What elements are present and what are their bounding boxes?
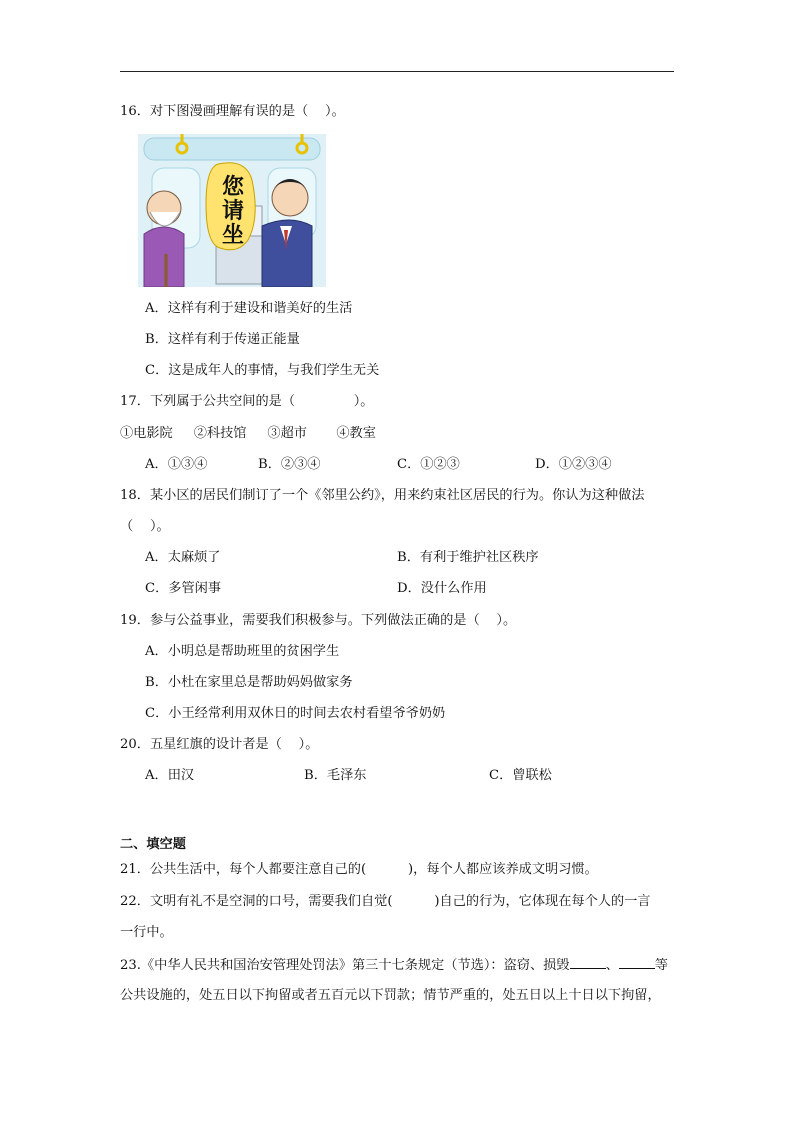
question-21-stem: 21．公共生活中，每个人都要注意自己的( )，每个人都应该养成文明习惯。 — [120, 862, 598, 877]
question-17-stem: 17．下列属于公共空间的是（ ）。 — [120, 394, 374, 409]
question-18-stem: 18．某小区的居民们制订了一个《邻里公约》，用来约束社区居民的行为。你认为这种做法 — [120, 488, 645, 503]
q17-option-a: A．①③④ — [145, 457, 208, 472]
question-19-stem: 19．参与公益事业，需要我们积极参与。下列做法正确的是（ ）。 — [120, 613, 517, 628]
comic-text-1: 您 — [221, 175, 245, 200]
question-22-stem-cont: 一行中。 — [120, 925, 173, 940]
comic-text-2: 请 — [221, 199, 245, 224]
q17-items: ①电影院 ②科技馆 ③超市 ④教室 — [120, 426, 376, 441]
q17-option-b: B．②③④ — [258, 457, 321, 472]
q16-option-b: B．这样有利于传递正能量 — [145, 332, 300, 347]
q23-text-b: 等 — [654, 958, 668, 973]
q20-option-c: C．曾联松 — [489, 768, 552, 783]
q16-option-c: C．这是成年人的事情，与我们学生无关 — [145, 363, 380, 378]
question-18-stem-cont: （ ）。 — [120, 519, 170, 534]
comic-text-3: 坐 — [221, 223, 245, 248]
q19-option-b: B．小杜在家里总是帮助妈妈做家务 — [145, 675, 353, 690]
q19-option-c: C．小王经常利用双休日的时间去农村看望爷爷奶奶 — [145, 706, 446, 721]
q17-option-d: D．①②③④ — [535, 457, 612, 472]
question-23-stem — [120, 956, 668, 975]
q18-option-d: D．没什么作用 — [397, 581, 487, 596]
section-fill-blank-title: 二、填空题 — [120, 837, 186, 852]
question-23-stem-cont: 公共设施的，处五日以下拘留或者五百元以下罚款；情节严重的，处五日以上十日以下拘留， — [120, 988, 661, 1003]
question-16-stem: 16．对下图漫画理解有误的是（ ）。 — [120, 104, 345, 119]
question-22-stem: 22．文明有礼不是空洞的口号，需要我们自觉( )自己的行为，它体现在每个人的一言 — [120, 894, 651, 909]
q18-option-c: C．多管闲事 — [145, 581, 222, 596]
q23-blank-2 — [619, 956, 655, 969]
q23-blank-1 — [570, 956, 606, 969]
q23-separator: 、 — [605, 958, 619, 973]
q16-option-a: A．这样有利于建设和谐美好的生活 — [145, 301, 353, 316]
q18-option-b: B．有利于维护社区秩序 — [397, 550, 539, 565]
q19-option-a: A．小明总是帮助班里的贫困学生 — [145, 644, 340, 659]
q20-option-b: B．毛泽东 — [304, 768, 367, 783]
header-rule — [120, 71, 674, 72]
q20-option-a: A．田汉 — [145, 768, 195, 783]
q18-option-a: A．太麻烦了 — [145, 550, 221, 565]
q23-text-a: 23.《中华人民共和国治安管理处罚法》第三十七条规定（节选）：盗窃、损毁 — [120, 958, 570, 973]
q17-option-c: C．①②③ — [397, 457, 460, 472]
comic-illustration — [138, 134, 326, 287]
question-20-stem: 20．五星红旗的设计者是（ ）。 — [120, 737, 319, 752]
